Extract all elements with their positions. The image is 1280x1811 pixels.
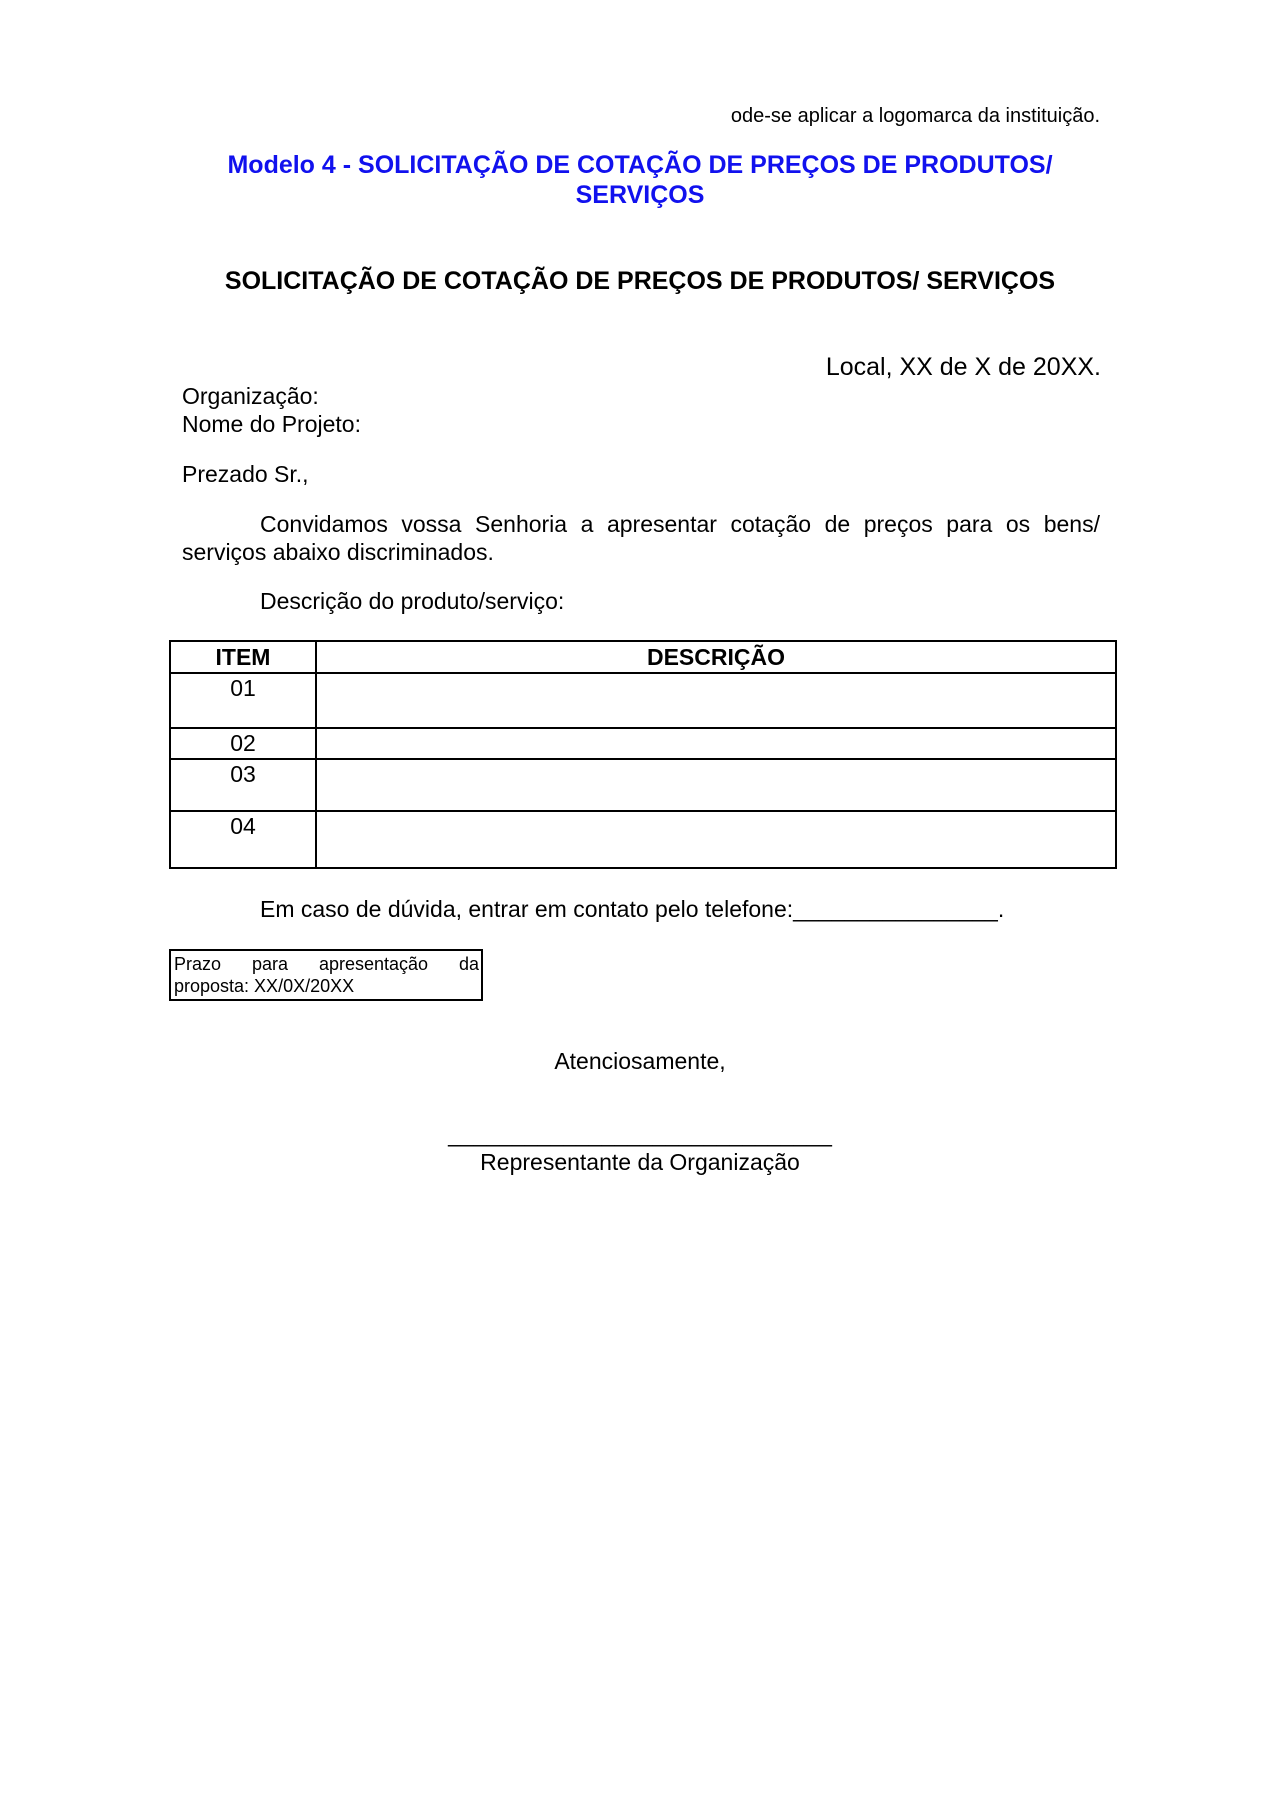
greeting: Prezado Sr.,	[182, 461, 309, 487]
table-row	[170, 728, 1116, 759]
table-header-row	[170, 641, 1116, 673]
item-number-cell: 02	[170, 728, 316, 759]
description-cell	[316, 759, 1116, 811]
description-label: Descrição do produto/serviço:	[260, 588, 565, 614]
description-cell	[316, 673, 1116, 728]
model-title	[200, 150, 1080, 210]
description-column-header: DESCRIÇÃO	[316, 641, 1116, 673]
item-number-cell: 01	[170, 673, 316, 728]
document-title: SOLICITAÇÃO DE COTAÇÃO DE PREÇOS DE PRODUTOS/ SERVIÇOS	[224, 267, 1056, 295]
project-name-label: Nome do Projeto:	[182, 411, 361, 437]
model-title-line-2: SERVIÇOS	[575, 181, 705, 209]
date-line: Local, XX de X de 20XX.	[825, 353, 1101, 381]
item-number-cell: 03	[170, 759, 316, 811]
item-number-cell: 04	[170, 811, 316, 868]
signer-title: Representante da Organização	[480, 1149, 800, 1175]
contact-line: Em caso de dúvida, entrar em contato pelo telefone:________________.	[260, 896, 1005, 922]
signature-line: ______________________________	[448, 1121, 832, 1147]
items-table	[169, 640, 1117, 869]
table-row	[170, 673, 1116, 728]
closing: Atenciosamente,	[554, 1048, 726, 1074]
table-row	[170, 811, 1116, 868]
item-column-header: ITEM	[170, 641, 316, 673]
model-title-line-1: Modelo 4 - SOLICITAÇÃO DE COTAÇÃO DE PREÇOS DE PRODUTOS/	[227, 151, 1053, 179]
description-cell	[316, 728, 1116, 759]
organization-label: Organização:	[182, 383, 319, 409]
logo-note: ode-se aplicar a logomarca da instituição.	[730, 105, 1100, 127]
description-cell	[316, 811, 1116, 868]
deadline-box: Prazo para apresentação da proposta: XX/0X/20XX	[169, 949, 483, 1001]
table-row	[170, 759, 1116, 811]
invitation-paragraph: Convidamos vossa Senhoria a apresentar cotação de preços para os bens/ serviços abaixo discriminados.	[182, 511, 1100, 565]
